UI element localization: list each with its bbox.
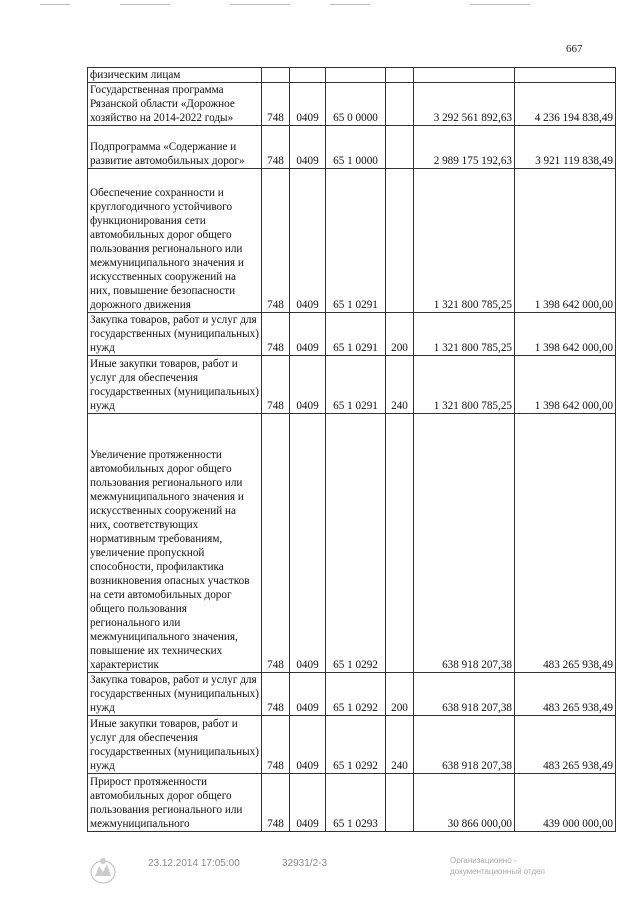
row-amount-2015: 1 321 800 785,25 [414,169,515,313]
row-name: Государственная программа Рязанской области «Дорожное хозяйство на 2014-2022 годы» [88,83,262,126]
table-row [88,126,616,169]
row-section-code: 0409 [290,313,326,356]
row-expense-type [386,83,414,126]
table-row [88,356,616,414]
row-name: Иные закупки товаров, работ и услуг для обеспечения государственных (муниципальных) нужд [88,356,262,414]
scan-artifact-line [330,4,370,5]
row-amount-2015: 1 321 800 785,25 [414,356,515,414]
row-target-code: 65 1 0291 [326,356,386,414]
row-admin-code: 748 [262,313,290,356]
table-row [88,414,616,673]
row-name: Закупка товаров, работ и услуг для государственных (муниципальных) нужд [88,313,262,356]
table-row [88,313,616,356]
row-section-code [290,68,326,83]
row-amount-2016: 439 000 000,00 [515,774,616,832]
row-expense-type: 240 [386,716,414,774]
row-target-code: 65 1 0292 [326,414,386,673]
row-name: Обеспечение сохранности и круглогодичного устойчивого функционирования сети автомобильных дорог общего пользования регионального или межмуниципального значения и искусственных сооружений на них, повышение безопасности дорожного движения [88,169,262,313]
row-name: физическим лицам [88,68,262,83]
row-name: Прирост протяженности автомобильных дорог общего пользования регионального или межмуниципального [88,774,262,832]
row-expense-type: 200 [386,313,414,356]
row-admin-code: 748 [262,716,290,774]
table-row [88,673,616,716]
row-admin-code [262,68,290,83]
row-target-code: 65 1 0291 [326,169,386,313]
row-amount-2016: 4 236 194 838,49 [515,83,616,126]
row-amount-2016: 483 265 938,49 [515,673,616,716]
row-name: Иные закупки товаров, работ и услуг для обеспечения государственных (муниципальных) нужд [88,716,262,774]
table-row [88,68,616,83]
row-admin-code: 748 [262,414,290,673]
row-amount-2016: 483 265 938,49 [515,716,616,774]
row-admin-code: 748 [262,126,290,169]
row-amount-2015: 1 321 800 785,25 [414,313,515,356]
row-section-code: 0409 [290,716,326,774]
row-amount-2016: 1 398 642 000,00 [515,313,616,356]
row-admin-code: 748 [262,169,290,313]
table-row [88,169,616,313]
footer-datetime: 23.12.2014 17:05:00 [148,858,240,869]
row-expense-type [386,126,414,169]
row-admin-code: 748 [262,83,290,126]
row-section-code: 0409 [290,83,326,126]
row-amount-2015 [414,68,515,83]
row-expense-type [386,774,414,832]
row-expense-type: 200 [386,673,414,716]
row-target-code: 65 1 0292 [326,716,386,774]
row-name: Увеличение протяженности автомобильных дорог общего пользования регионального или межмуниципального значения и искусственных сооружений на них, соответствующих нормативным требованиям, увеличение пропускной способности, профилактика возникновения опасных участков на сети автомобильных дорог общего пользования регионального или межмуниципального значения, повышение их технических характеристик [88,414,262,673]
row-section-code: 0409 [290,414,326,673]
row-amount-2016: 483 265 938,49 [515,414,616,673]
row-amount-2015: 30 866 000,00 [414,774,515,832]
row-target-code [326,68,386,83]
row-target-code: 65 0 0000 [326,83,386,126]
row-amount-2015: 638 918 207,38 [414,673,515,716]
scan-artifact-line [470,4,530,5]
row-target-code: 65 1 0291 [326,313,386,356]
row-amount-2016 [515,68,616,83]
row-expense-type: 240 [386,356,414,414]
row-name: Закупка товаров, работ и услуг для государственных (муниципальных) нужд [88,673,262,716]
footer-document-code: 32931/2-3 [282,858,328,869]
scan-artifact-line [120,4,170,5]
emblem-stamp-icon [86,852,120,886]
row-admin-code: 748 [262,673,290,716]
row-section-code: 0409 [290,126,326,169]
row-amount-2015: 638 918 207,38 [414,716,515,774]
row-amount-2016: 1 398 642 000,00 [515,169,616,313]
row-section-code: 0409 [290,169,326,313]
budget-table [87,67,616,832]
row-amount-2015: 638 918 207,38 [414,414,515,673]
row-amount-2015: 3 292 561 892,63 [414,83,515,126]
row-section-code: 0409 [290,673,326,716]
row-amount-2016: 3 921 119 838,49 [515,126,616,169]
table-row [88,774,616,832]
row-amount-2015: 2 989 175 192,63 [414,126,515,169]
row-target-code: 65 1 0292 [326,673,386,716]
scan-artifact-line [230,4,290,5]
scan-artifact-line [40,4,70,5]
row-name: Подпрограмма «Содержание и развитие автомобильных дорог» [88,126,262,169]
row-target-code: 65 1 0000 [326,126,386,169]
row-target-code: 65 1 0293 [326,774,386,832]
row-admin-code: 748 [262,774,290,832]
table-row [88,716,616,774]
table-row [88,83,616,126]
row-expense-type [386,414,414,673]
row-section-code: 0409 [290,774,326,832]
page-number: 667 [566,43,583,55]
row-amount-2016: 1 398 642 000,00 [515,356,616,414]
row-expense-type [386,169,414,313]
row-admin-code: 748 [262,356,290,414]
footer-stamp-text: Организационно - документационный отдел [450,856,545,876]
row-section-code: 0409 [290,356,326,414]
row-expense-type [386,68,414,83]
